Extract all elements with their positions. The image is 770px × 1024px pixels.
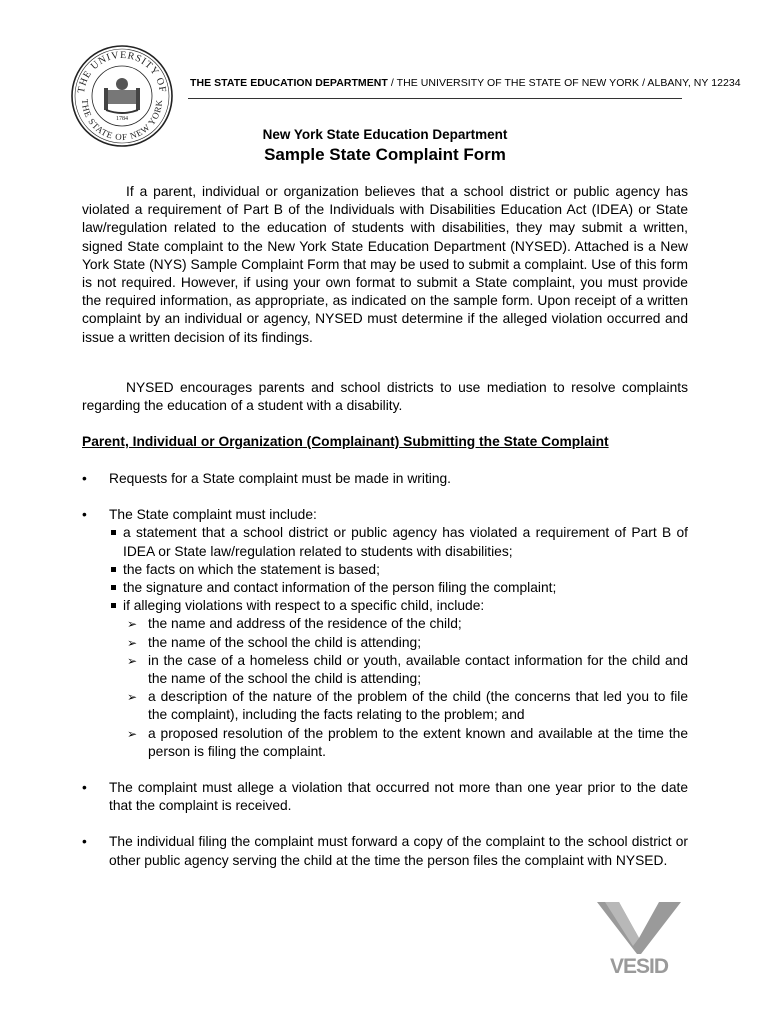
mediation-paragraph: NYSED encourages parents and school districts to use mediation to resolve complaints regarding the education of a student with a disability. [82,380,688,414]
intro-paragraph: If a parent, individual or organization believes that a school district or public agency has violated a requirement of Part B of the Individuals with Disabilities Education Act (IDEA) or State law/regulation related to the education of students with disabilities, they may submit a written, signed State complaint to the New York State Education Department (NYSED). Attached is a New York State (NYS) Sample Complaint Form that may be used to submit a complaint. Use of this form is not required. However, if using your own format to submit a State complaint, you must provide the required information, as appropriate, as indicated on the sample form. Upon receipt of a written complaint by an individual or agency, NYSED must determine if the alleged violation occurred and issue a written decision of its findings. [82,184,688,345]
arrow-bullet-icon: ➢ [127,690,138,705]
requirements-list [82,470,688,870]
sublist [109,524,688,761]
list-item-text: The individual filing the complaint must forward a copy of the complaint to the school district or other public agency serving the child at the time the person files the complaint with NYSED. [109,834,688,868]
vesid-logo [595,898,683,976]
form-title: Sample State Complaint Form [264,145,506,164]
sublist-item: a statement that a school district or public agency has violated a requirement of Part B of IDEA or State law/regulation related to students with disabilities; [109,524,688,560]
list-item-text: Requests for a State complaint must be made in writing. [109,471,452,486]
bullet-icon: • [82,507,87,523]
square-bullet-icon [111,567,116,572]
list-item [82,833,688,869]
org-name: New York State Education Department [262,127,508,142]
svg-text:THE UNIVERSITY OF: THE UNIVERSITY OF [76,49,168,94]
svg-text:1784: 1784 [116,116,128,122]
bullet-icon: • [82,834,87,850]
section-heading: Parent, Individual or Organization (Complainant) Submitting the State Complaint [82,434,609,449]
list-item [82,506,688,761]
nested-item: ➢ a description of the nature of the problem of the child (the concerns that led you to file the complaint), including the facts relating to the problem; and [127,689,688,723]
list-item-text: The complaint must allege a violation that occurred not more than one year prior to the date that the complaint is received. [109,780,688,814]
letterhead-address: / THE UNIVERSITY OF THE STATE OF NEW YORK / ALBANY, NY 12234 [387,77,741,89]
nested-item: ➢ the name and address of the residence of the child; [109,615,688,633]
nested-item: ➢ a proposed resolution of the problem to the extent known and available at the time the person is filing the complaint. [127,725,688,759]
bullet-icon: • [82,471,87,486]
svg-text:THE STATE OF NEW YORK: THE STATE OF NEW YORK [79,98,165,143]
square-bullet-icon [111,530,116,535]
bullet-icon: • [82,780,87,796]
letterhead-department: THE STATE EDUCATION DEPARTMENT [190,77,388,89]
list-item [82,779,688,815]
letterhead [190,77,741,89]
sublist-item: the facts on which the statement is based; [109,561,688,579]
square-bullet-icon [111,585,116,590]
list-item-text: The State complaint must include: [109,507,317,523]
nested-item: ➢ in the case of a homeless child or youth, available contact information for the child and the name of the school the child is attending; [127,652,688,687]
arrow-bullet-icon: ➢ [127,726,138,741]
square-bullet-icon [111,603,116,608]
arrow-bullet-icon: ➢ [127,617,138,632]
svg-text:VESID: VESID [609,955,669,976]
list-item [82,470,688,488]
nested-item: ➢ the name of the school the child is attending; [109,634,688,652]
arrow-bullet-icon: ➢ [127,635,138,650]
sublist-item: the signature and contact information of the person filing the complaint; [109,579,688,597]
sublist-item: if alleging violations with respect to a specific child, include: [109,597,688,615]
arrow-bullet-icon: ➢ [127,653,138,668]
letterhead-rule [188,98,682,99]
